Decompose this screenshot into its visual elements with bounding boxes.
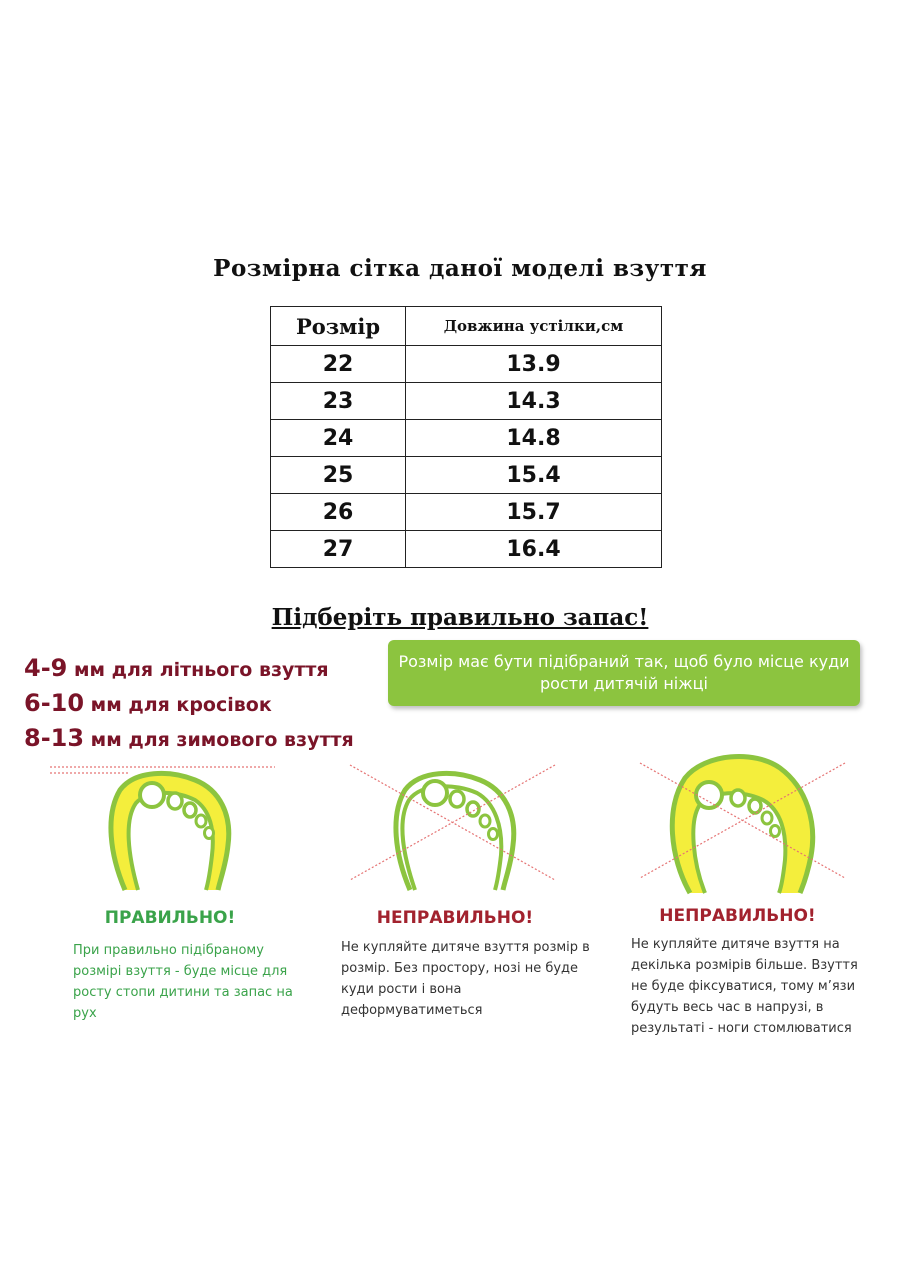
allowance-label: мм для літнього взуття — [67, 659, 329, 681]
allowance-range: 4-9 — [24, 654, 68, 682]
big-toe — [423, 781, 447, 805]
toe — [731, 790, 745, 806]
allowance-label: мм для зимового взуття — [84, 729, 354, 751]
toe — [762, 812, 772, 824]
allowance-winter — [24, 724, 354, 752]
size-cell: 26 — [271, 494, 406, 531]
status-too-big: НЕПРАВИЛЬНО! — [659, 906, 816, 926]
toe — [196, 815, 206, 827]
length-cell: 14.3 — [406, 383, 662, 420]
toe — [450, 791, 464, 807]
table-header-row — [271, 307, 662, 346]
toe — [168, 793, 182, 809]
allowance-range: 8-13 — [24, 724, 85, 752]
size-cell: 25 — [271, 457, 406, 494]
table-row — [271, 494, 662, 531]
toe — [749, 799, 761, 813]
table-row — [271, 531, 662, 568]
allowance-heading: Підберіть правильно запас! — [271, 604, 649, 631]
length-cell: 13.9 — [406, 346, 662, 383]
size-cell: 27 — [271, 531, 406, 568]
description-too-big: Не купляйте дитяче взуття на декілька розмірів більше. Взуття не буде фіксуватися, тому м’язи будуть весь час в напрузі, в результаті - ноги стомлюватися — [631, 937, 858, 1036]
allowance-summer — [24, 654, 329, 682]
allowance-sneakers — [24, 689, 272, 717]
toe — [205, 828, 214, 839]
allowance-range: 6-10 — [24, 689, 85, 717]
length-cell: 14.8 — [406, 420, 662, 457]
toe — [489, 829, 498, 840]
header-insole-length: Довжина устілки,см — [406, 307, 662, 346]
toe — [480, 815, 490, 827]
header-size: Розмір — [271, 307, 406, 346]
table-row — [271, 457, 662, 494]
toe — [184, 803, 196, 817]
foot-correct-illustration — [50, 755, 280, 895]
table-row — [271, 420, 662, 457]
tip-banner: Розмір має бути підібраний так, щоб було місце куди рости дитячій ніжці — [388, 640, 860, 706]
size-table — [270, 306, 662, 568]
table-row — [271, 346, 662, 383]
page-title: Розмірна сітка даної моделі взуття — [213, 255, 707, 282]
toe — [771, 826, 780, 837]
size-cell: 23 — [271, 383, 406, 420]
foot-too-small-illustration — [345, 755, 560, 895]
length-cell: 16.4 — [406, 531, 662, 568]
size-cell: 22 — [271, 346, 406, 383]
status-correct: ПРАВИЛЬНО! — [104, 908, 236, 928]
big-toe — [696, 782, 722, 808]
status-too-small: НЕПРАВИЛЬНО! — [376, 908, 534, 928]
allowance-label: мм для кросівок — [84, 694, 272, 716]
description-correct: При правильно підібраному розмірі взуття - буде місце для росту стопи дитини та запас на рух — [73, 943, 293, 1021]
length-cell: 15.4 — [406, 457, 662, 494]
length-cell: 15.7 — [406, 494, 662, 531]
big-toe — [140, 783, 164, 807]
description-too-small: Не купляйте дитяче взуття розмір в розмір. Без простору, нозі не буде куди рости і вона деформуватиметься — [341, 940, 590, 1018]
table-row — [271, 383, 662, 420]
size-cell: 24 — [271, 420, 406, 457]
foot-too-big-illustration — [635, 748, 850, 895]
